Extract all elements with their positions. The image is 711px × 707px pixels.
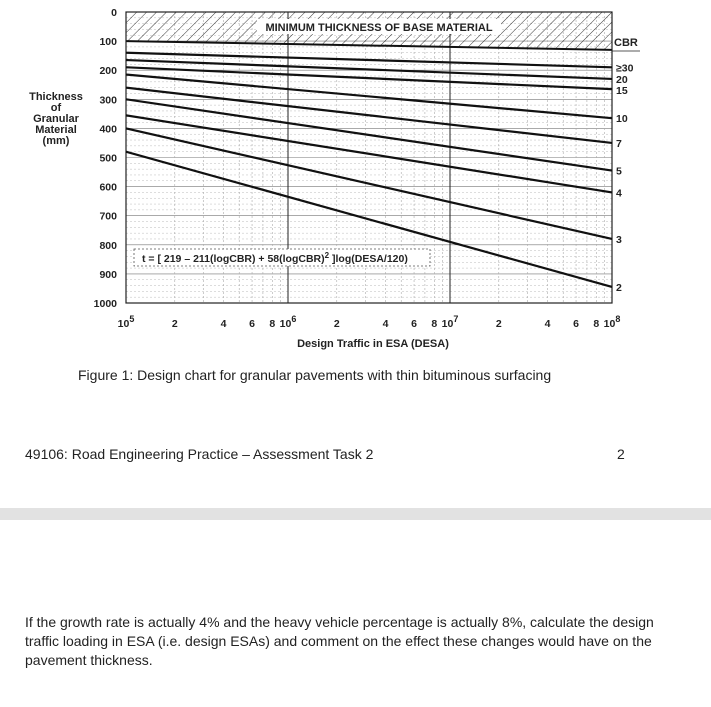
- x-tick-label: 6: [573, 318, 579, 330]
- x-tick-label: 8: [269, 318, 276, 330]
- series-label: 5: [616, 165, 622, 178]
- chart-title: MINIMUM THICKNESS OF BASE MATERIAL: [265, 22, 493, 34]
- x-tick-label: 2: [495, 318, 502, 330]
- y-tick-label: 100: [99, 36, 117, 49]
- x-tick-label: 6: [411, 318, 417, 330]
- y-axis-label-line: Thickness: [29, 91, 83, 103]
- x-tick-label: 8: [593, 318, 600, 330]
- series-label: 20: [616, 73, 628, 86]
- series-label: 3: [616, 233, 622, 246]
- series-line-cbr-2: [126, 152, 612, 287]
- series-label: 7: [616, 137, 622, 150]
- question-text: If the growth rate is actually 4% and the heavy vehicle percentage is actually 8%, calculate the design traffic loading in ESA (i.e. design ESAs) and comment on the effect these changes would have on the pavement thickness.: [25, 614, 654, 668]
- formula-text: t = [ 219 – 211(logCBR) + 58(logCBR)$^2$ ]log(DESA/120): [142, 251, 408, 265]
- x-tick-label: 107: [441, 314, 459, 330]
- x-tick-label: 6: [249, 318, 255, 330]
- y-axis-label-line: of: [50, 102, 62, 114]
- legend-title: CBR: [614, 37, 638, 50]
- y-axis-label-line: Granular: [33, 113, 79, 125]
- y-axis-label-line: Material: [35, 124, 77, 136]
- series-line-cbr-30: [126, 53, 612, 68]
- figure-caption: Figure 1: Design chart for granular pavements with thin bituminous surfacing: [78, 367, 552, 383]
- x-tick-label: 108: [603, 314, 621, 330]
- x-tick-label: 4: [382, 318, 389, 330]
- x-tick-label: 4: [220, 318, 227, 330]
- footer-course-title: 49106: Road Engineering Practice – Assessment Task 2: [25, 446, 374, 462]
- y-tick-label: 200: [99, 65, 117, 78]
- page-divider: [0, 508, 711, 520]
- x-tick-label: 106: [279, 314, 297, 330]
- x-tick-label: 105: [117, 314, 135, 330]
- series-label: 15: [616, 84, 628, 97]
- footer-page-number: 2: [617, 446, 625, 462]
- y-tick-label: 0: [111, 7, 117, 19]
- y-axis-label-line: (mm): [42, 135, 70, 147]
- y-tick-label: 400: [99, 123, 117, 136]
- x-axis-label: Design Traffic in ESA (DESA): [297, 338, 449, 350]
- x-tick-label: 2: [333, 318, 340, 330]
- y-tick-label: 600: [99, 181, 117, 194]
- series-label: 4: [616, 187, 622, 200]
- y-tick-label: 500: [99, 152, 117, 165]
- x-tick-label: 8: [431, 318, 438, 330]
- x-tick-label: 2: [171, 318, 178, 330]
- y-tick-label: 1000: [93, 298, 117, 310]
- y-tick-label: 300: [99, 94, 117, 107]
- series-label: ≥30: [616, 62, 634, 75]
- series-label: 2: [616, 281, 622, 294]
- y-tick-label: 900: [99, 268, 117, 281]
- y-tick-label: 700: [99, 210, 117, 223]
- y-tick-label: 800: [99, 239, 117, 252]
- series-label: 10: [616, 113, 628, 126]
- series-line-cbr-3: [126, 128, 612, 239]
- x-tick-label: 4: [544, 318, 551, 330]
